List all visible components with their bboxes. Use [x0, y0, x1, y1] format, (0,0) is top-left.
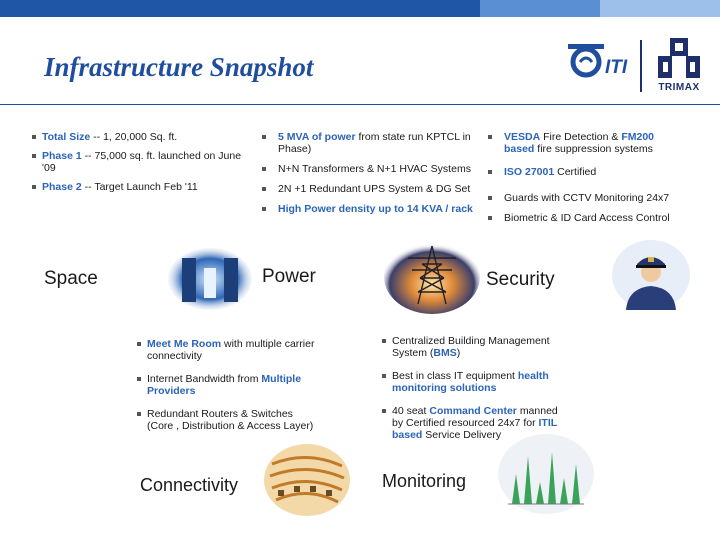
iti-logo	[566, 40, 636, 84]
list-item: Biometric & ID Card Access Control	[484, 212, 674, 224]
space-bullets	[30, 131, 245, 193]
list-item: Meet Me Room with multiple carrier connectivity	[135, 338, 320, 362]
security-guard-photo	[612, 240, 690, 310]
monitoring-label: Monitoring	[382, 471, 467, 491]
list-item: N+N Transformers & N+1 HVAC Systems	[258, 163, 473, 175]
list-item: ISO 27001 Certified	[484, 166, 674, 178]
security-bullets	[484, 131, 674, 224]
top-band-light-segment	[600, 0, 720, 17]
slide-title: Infrastructure Snapshot	[44, 52, 314, 82]
list-item: 40 seat Command Center manned by Certified resourced 24x7 for ITIL based Service Delivery	[380, 405, 570, 441]
trimax-wordmark: TRIMAX	[658, 82, 700, 93]
top-band-dark-segment	[0, 0, 480, 17]
power-tower-photo	[384, 240, 480, 314]
monitoring-graph-photo	[498, 434, 594, 514]
list-item: Total Size -- 1, 20,000 Sq. ft.	[30, 131, 245, 143]
connectivity-bullets	[135, 338, 320, 432]
connectivity-label: Connectivity	[140, 475, 239, 495]
logo-divider	[640, 40, 642, 92]
list-item: 2N +1 Redundant UPS System & DG Set	[258, 183, 473, 195]
list-item: Phase 2 -- Target Launch Feb '11	[30, 181, 245, 193]
space-label: Space	[44, 268, 98, 289]
svg-text:ITI: ITI	[605, 57, 628, 78]
list-item: VESDA Fire Detection & FM200 based fire suppression systems	[484, 131, 674, 155]
list-item: Internet Bandwidth from Multiple Providers	[135, 373, 320, 397]
power-label: Power	[262, 266, 316, 287]
top-color-band	[0, 0, 720, 17]
list-item: High Power density up to 14 KVA / rack	[258, 203, 473, 215]
list-item: Centralized Building Management System (BMS)	[380, 335, 570, 359]
security-label: Security	[486, 269, 555, 290]
monitoring-bullets	[380, 335, 570, 441]
network-cables-photo	[264, 444, 350, 516]
list-item: Guards with CCTV Monitoring 24x7	[484, 192, 674, 204]
title-divider	[0, 104, 720, 105]
list-item: Phase 1 -- 75,000 sq. ft. launched on June '09	[30, 150, 245, 174]
top-band-mid-segment	[480, 0, 600, 17]
power-bullets	[258, 131, 473, 215]
list-item: Best in class IT equipment health monitoring solutions	[380, 370, 570, 394]
server-room-photo	[168, 248, 252, 310]
list-item: Redundant Routers & Switches (Core , Distribution & Access Layer)	[135, 408, 320, 432]
list-item: 5 MVA of power from state run KPTCL in Phase)	[258, 131, 473, 155]
